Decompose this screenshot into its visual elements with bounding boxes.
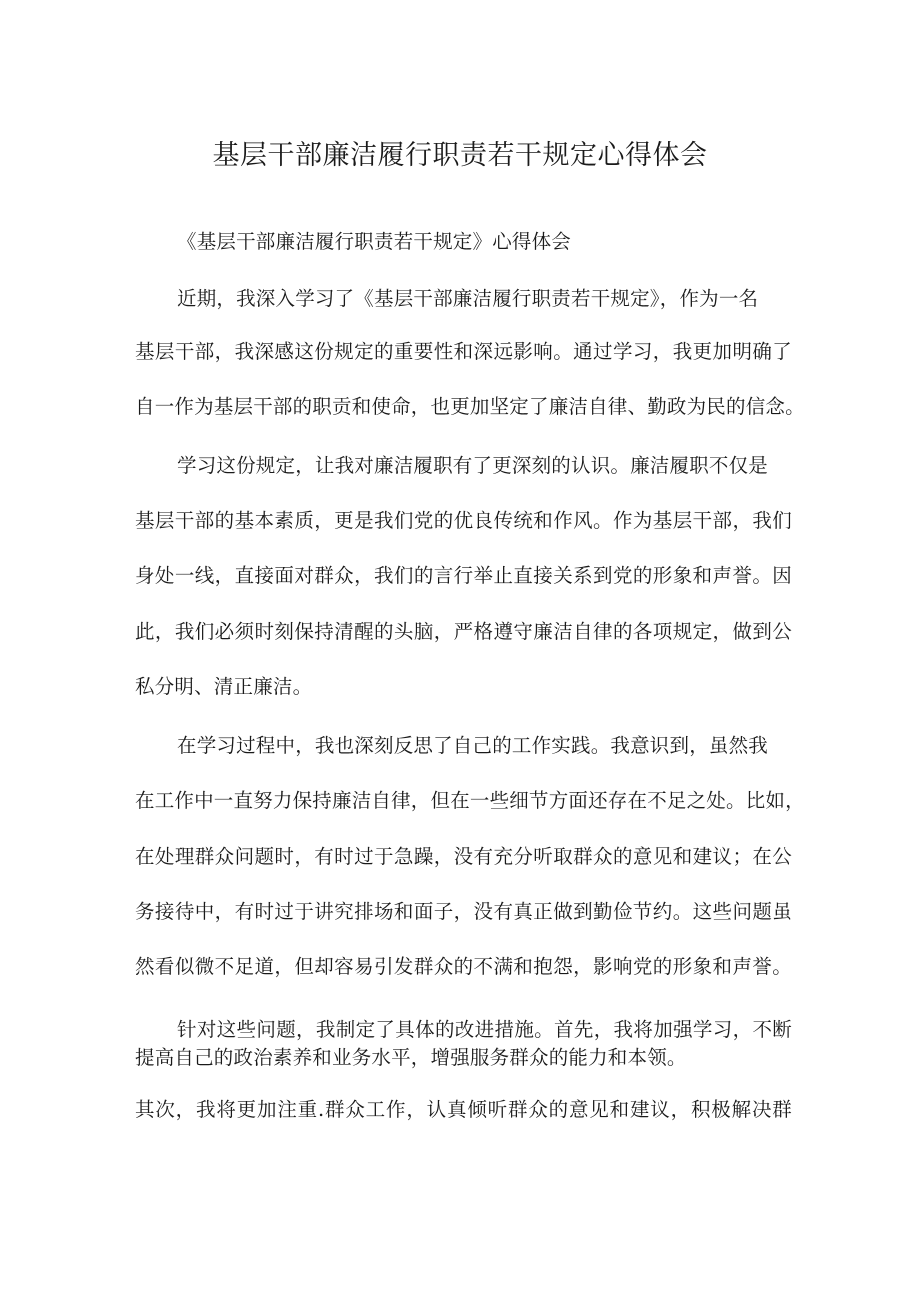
paragraph-line: 此，我们必须时刻保持清醒的头脑，严格遵守廉洁自律的各项规定，做到公 <box>135 620 792 643</box>
paragraph-line: 针对这些问题，我制定了具体的改进措施。首先，我将加强学习，不断 <box>177 1018 792 1041</box>
paragraph-line: 在处理群众问题时，有时过于急躁，没有充分听取群众的意见和建议；在公 <box>135 845 792 868</box>
paragraph-line: 私分明、清正廉洁。 <box>135 675 313 698</box>
paragraph-line: 在工作中一直努力保持廉洁自律，但在一些细节方面还存在不足之处。比如， <box>135 789 805 812</box>
paragraph-line: 学习这份规定，让我对廉洁履职有了更深刻的认识。廉洁履职不仅是 <box>177 454 769 477</box>
paragraph-line: 自一作为基层干部的职贡和使命，也更加坚定了廉洁自律、勤政为民的信念。 <box>135 395 805 418</box>
paragraph-line: 身处一线，直接面对群众，我们的言行举止直接关系到党的形象和声誉。因 <box>135 564 792 587</box>
paragraph-line: 然看似微不足道，但却容易引发群众的不满和抱怨，影响党的形象和声誉。 <box>135 955 792 978</box>
paragraph-line: 在学习过程中，我也深刻反思了自己的工作实践。我意识到，虽然我 <box>177 734 769 757</box>
paragraph-line: 其次，我将更加注重.群众工作，认真倾听群众的意见和建议，积极解决群 <box>135 1098 792 1121</box>
paragraph-line: 提高自己的政治素养和业务水平，增强服务群众的能力和本领。 <box>135 1046 687 1069</box>
paragraph-line: 基层干部的基本素质，更是我们党的优良传统和作风。作为基层干部，我们 <box>135 509 792 532</box>
paragraph-line: 务接待中，有时过于讲究排场和面子，没有真正做到勤俭节约。这些问题虽 <box>135 900 792 923</box>
document-subtitle: 《基层干部廉洁履行职责若干规定》心得体会 <box>177 230 572 253</box>
paragraph-line: 近期，我深入学习了《基层干部廉洁履行职责若干规定》，作为一名 <box>177 287 759 310</box>
document-title: 基层干部廉洁履行职责若干规定心得体会 <box>212 140 708 171</box>
paragraph-line: 基层干部，我深感这份规定的重要性和深远影响。通过学习，我更加明确了 <box>135 340 792 363</box>
